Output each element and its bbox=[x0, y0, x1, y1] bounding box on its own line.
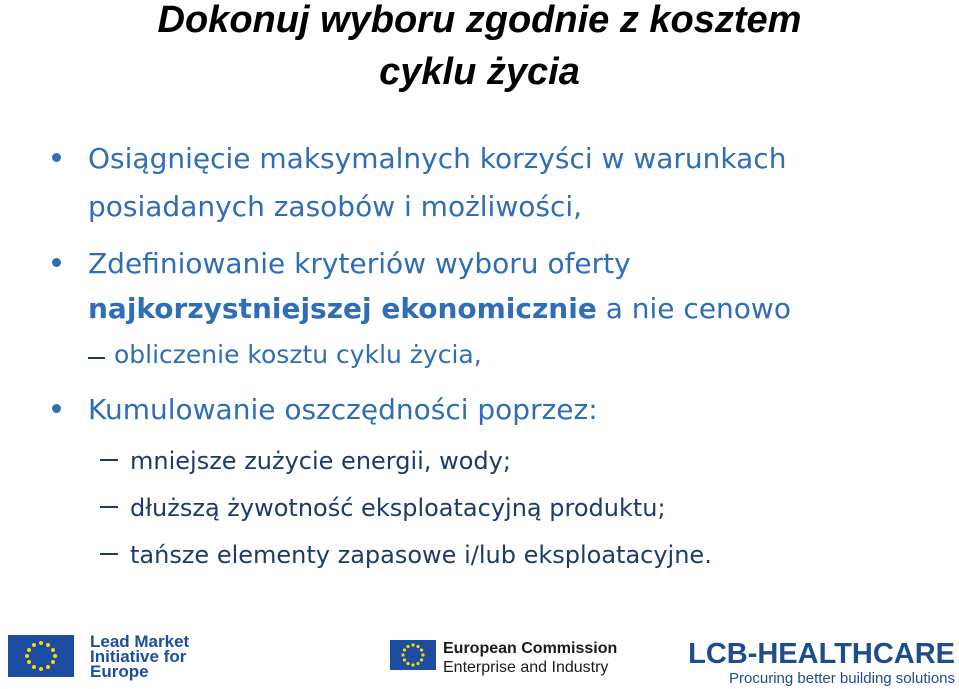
eu-stars-icon bbox=[8, 635, 74, 677]
bullet-dot bbox=[52, 153, 61, 162]
sub-dash bbox=[100, 506, 118, 508]
lmi-logo-text: Lead Market Initiative for Europe bbox=[90, 632, 190, 681]
bullet-3-sub-3: tańsze elementy zapasowe i/lub eksploatacyjne. bbox=[130, 541, 712, 569]
bullet-3-sub-1: mniejsze zużycie energii, wody; bbox=[130, 447, 511, 475]
ec-flag-icon bbox=[390, 640, 436, 670]
ec-subtitle: Enterprise and Industry bbox=[443, 659, 609, 676]
sub-dash bbox=[100, 459, 118, 461]
ec-title: European Commission bbox=[443, 640, 618, 657]
bullet-2-line-2 bbox=[88, 291, 791, 327]
sub-dash bbox=[88, 357, 105, 359]
footer-logos bbox=[0, 625, 959, 689]
bullet-1-line-1: Osiągnięcie maksymalnych korzyści w warunkach bbox=[88, 142, 787, 175]
slide-title bbox=[0, 0, 959, 98]
bullet-3-sub-2: dłuższą żywotność eksploatacyjną produktu; bbox=[130, 494, 666, 522]
title-line-2: cyklu życia bbox=[379, 51, 580, 93]
eu-flag-icon bbox=[8, 635, 74, 677]
bold-phrase: najkorzystniejszej ekonomicznie bbox=[88, 292, 597, 325]
bullet-dot bbox=[52, 258, 61, 267]
bullet-2-line-1: Zdefiniowanie kryteriów wyboru oferty bbox=[88, 247, 631, 280]
bullet-2-sub: obliczenie kosztu cyklu życia, bbox=[114, 340, 482, 369]
bullet-3-line-1: Kumulowanie oszczędności poprzez: bbox=[88, 393, 598, 426]
title-line-1: Dokonuj wyboru zgodnie z kosztem bbox=[157, 0, 802, 41]
lcb-logo-title: LCB-HEALTHCARE bbox=[688, 638, 955, 670]
ec-stars-icon bbox=[390, 640, 436, 670]
bullet-1-line-2: posiadanych zasobów i możliwości, bbox=[88, 190, 583, 223]
lcb-logo-subtitle: Procuring better building solutions bbox=[729, 670, 955, 687]
bullet-2-line-2-rest: a nie cenowo bbox=[596, 292, 791, 325]
bullet-dot bbox=[52, 404, 61, 413]
sub-dash bbox=[100, 553, 118, 555]
